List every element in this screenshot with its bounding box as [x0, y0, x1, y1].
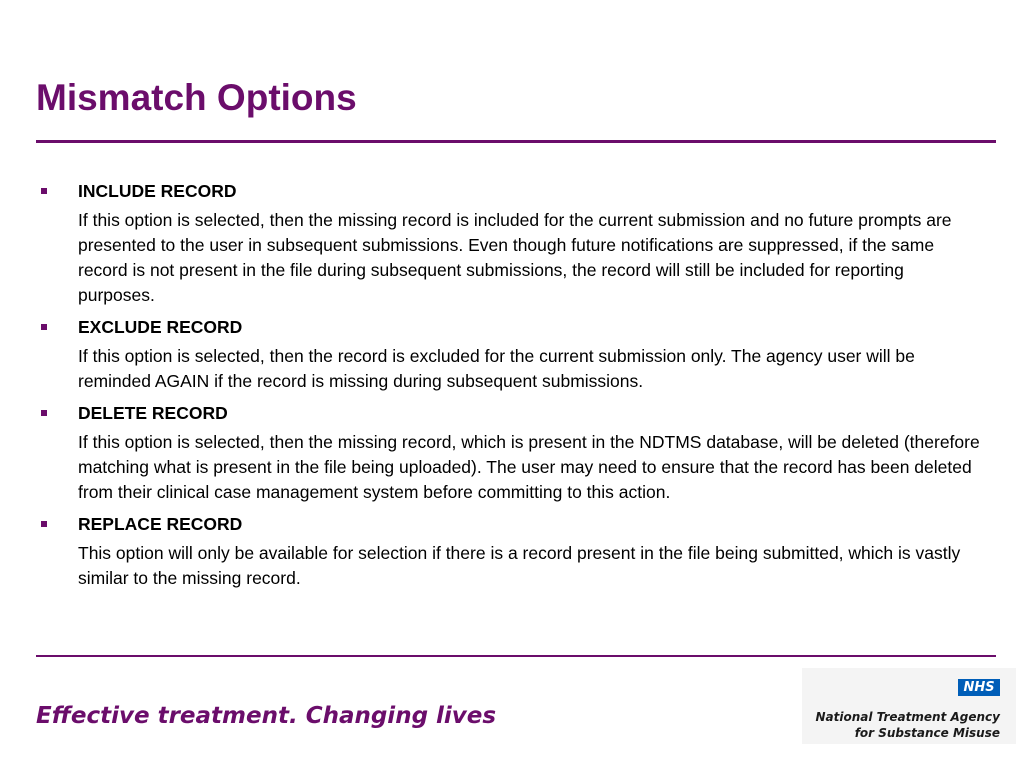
square-bullet-icon — [41, 410, 47, 416]
options-list — [40, 178, 984, 597]
footer-tagline: Effective treatment. Changing lives — [36, 703, 497, 729]
option-heading-text: EXCLUDE RECORD — [78, 317, 243, 337]
option-description: If this option is selected, then the record is excluded for the current submission only. The agency user will be reminded AGAIN if the record is missing during subsequent submissions. — [78, 346, 915, 391]
nhs-logo-badge: NHS — [958, 679, 1000, 696]
option-heading — [40, 178, 984, 204]
square-bullet-icon — [41, 521, 47, 527]
option-replace-record — [40, 511, 984, 591]
option-description: If this option is selected, then the missing record is included for the current submission and no future prompts are presented to the user in subsequent submissions. Even though future notifications are suppressed, if the same record is not present in the file during subsequent submissions, the record will still be included for reporting purposes. — [78, 210, 952, 305]
title-divider — [36, 140, 996, 143]
footer-divider — [36, 655, 996, 657]
option-heading-text: INCLUDE RECORD — [78, 181, 237, 201]
logo-line-1: National Treatment Agency — [815, 710, 1000, 724]
option-heading — [40, 314, 984, 340]
option-exclude-record — [40, 314, 984, 394]
option-heading — [40, 400, 984, 426]
square-bullet-icon — [41, 188, 47, 194]
option-include-record — [40, 178, 984, 308]
option-heading-text: DELETE RECORD — [78, 403, 228, 423]
page-title: Mismatch Options — [36, 77, 357, 118]
option-heading — [40, 511, 984, 537]
logo-line-2: for Substance Misuse — [854, 726, 1000, 740]
option-heading-text: REPLACE RECORD — [78, 514, 243, 534]
square-bullet-icon — [41, 324, 47, 330]
option-delete-record — [40, 400, 984, 505]
option-description: This option will only be available for selection if there is a record present in the file being submitted, which is vastly similar to the missing record. — [78, 543, 961, 588]
nta-logo — [802, 668, 1016, 744]
option-description: If this option is selected, then the missing record, which is present in the NDTMS database, will be deleted (therefore matching what is present in the file being uploaded). The user may need to ensure that the record has been deleted from their clinical case management system before committing to this action. — [78, 432, 980, 502]
